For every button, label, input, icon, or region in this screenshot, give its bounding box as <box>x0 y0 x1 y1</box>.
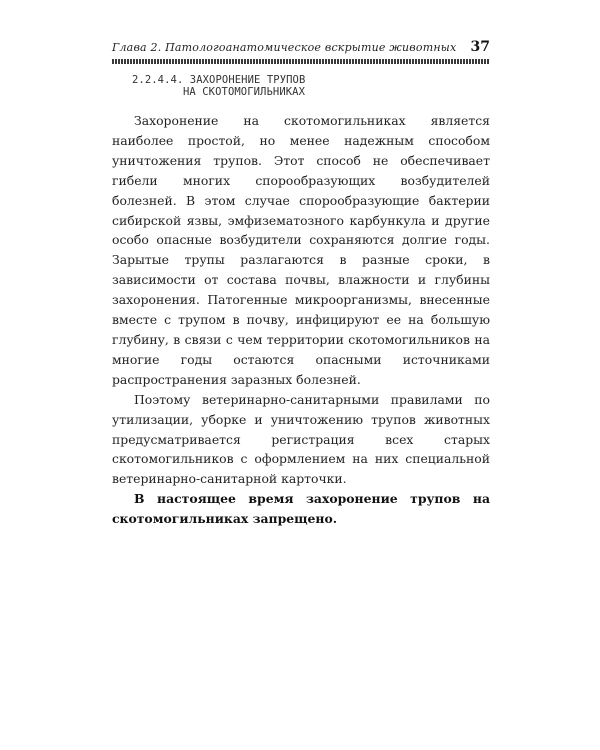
section-title-line1: ЗАХОРОНЕНИЕ ТРУПОВ <box>189 74 306 86</box>
running-header <box>112 40 490 58</box>
header-rule <box>112 59 490 64</box>
section-number: 2.2.4.4. <box>132 74 184 86</box>
chapter-title: Глава 2. Патологоанатомическое вскрытие животных <box>112 41 457 54</box>
conclusion-paragraph: В настоящее время захоронение трупов на скотомогильниках запрещено. <box>112 491 490 527</box>
section-title-line2: НА СКОТОМОГИЛЬНИКАХ <box>183 86 306 98</box>
section-heading <box>132 74 472 98</box>
paragraph: Захоронение на скотомогильниках является наиболее простой, но менее надежным способом уничтожения трупов. Этот способ не обеспечивает гибели многих спорообразующих возбудителей болезней. В этом случае спорообразующие бактерии сибирской язвы, эмфизематозного карбункула и другие особо опасные возбудители сохраняются долгие годы. Зарытые трупы разлагаются в разные сроки, в зависимости от состава почвы, влажности и глубины захоронения. Патогенные микроорганизмы, внесенные вместе с трупом в почву, инфицируют ее на большую глубину, в связи с чем территории скотомогильников на многие годы остаются опасными источниками распространения заразных болезней. <box>112 113 490 387</box>
paragraph: Поэтому ветеринарно-санитарными правилами по утилизации, уборке и уничтожению трупов животных предусматривается регистрация всех старых скотомогильников с оформлением на них специальной ветеринарно-санитарной карточки. <box>112 391 490 487</box>
page-number: 37 <box>470 39 490 55</box>
body-text <box>112 111 490 529</box>
